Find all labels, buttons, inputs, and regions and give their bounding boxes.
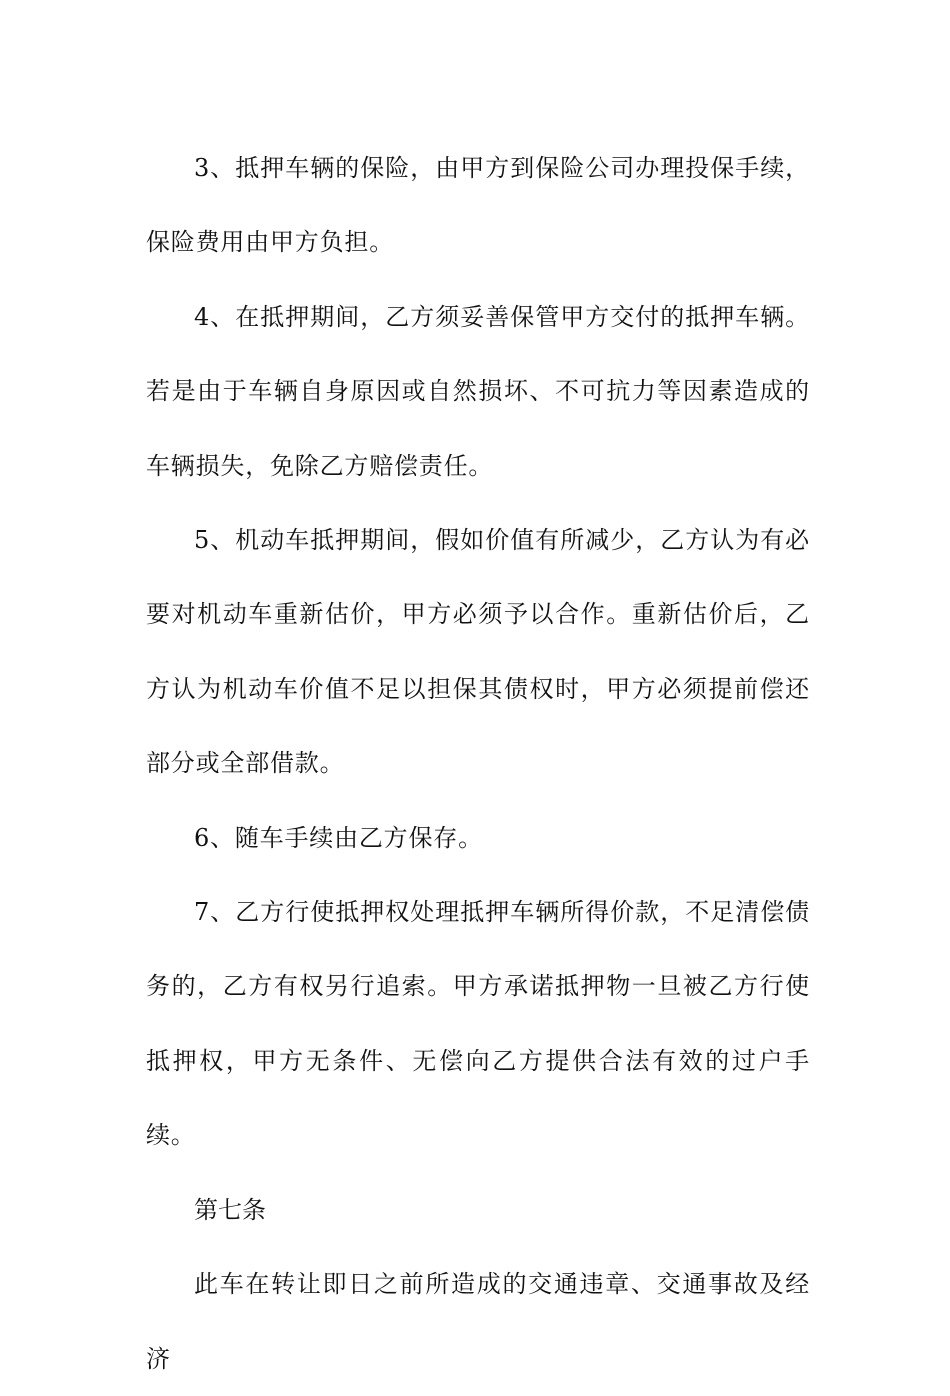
paragraph-article-7-body: 此车在转让即日之前所造成的交通违章、交通事故及经济 [146,1270,810,1373]
document-body [146,131,810,1396]
article-heading: 第七条 [194,1195,266,1224]
paragraph-clause-5: 5、机动车抵押期间，假如价值有所减少，乙方认为有必要对机动车重新估价，甲方必须予以合作。重新估价后，乙方认为机动车价值不足以担保其债权时，甲方必须提前偿还部分或全部借款。 [146,526,810,778]
paragraph-clause-4: 4、在抵押期间，乙方须妥善保管甲方交付的抵押车辆。若是由于车辆自身原因或自然损坏、不可抗力等因素造成的车辆损失，免除乙方赔偿责任。 [146,302,810,480]
paragraph-clause-3: 3、抵押车辆的保险，由甲方到保险公司办理投保手续，保险费用由甲方负担。 [146,154,810,257]
paragraph-clause-7: 7、乙方行使抵押权处理抵押车辆所得价款，不足清偿债务的，乙方有权另行追索。甲方承诺抵押物一旦被乙方行使抵押权，甲方无条件、无偿向乙方提供合法有效的过户手续。 [146,898,810,1150]
paragraph-clause-6: 6、随车手续由乙方保存。 [194,823,483,852]
